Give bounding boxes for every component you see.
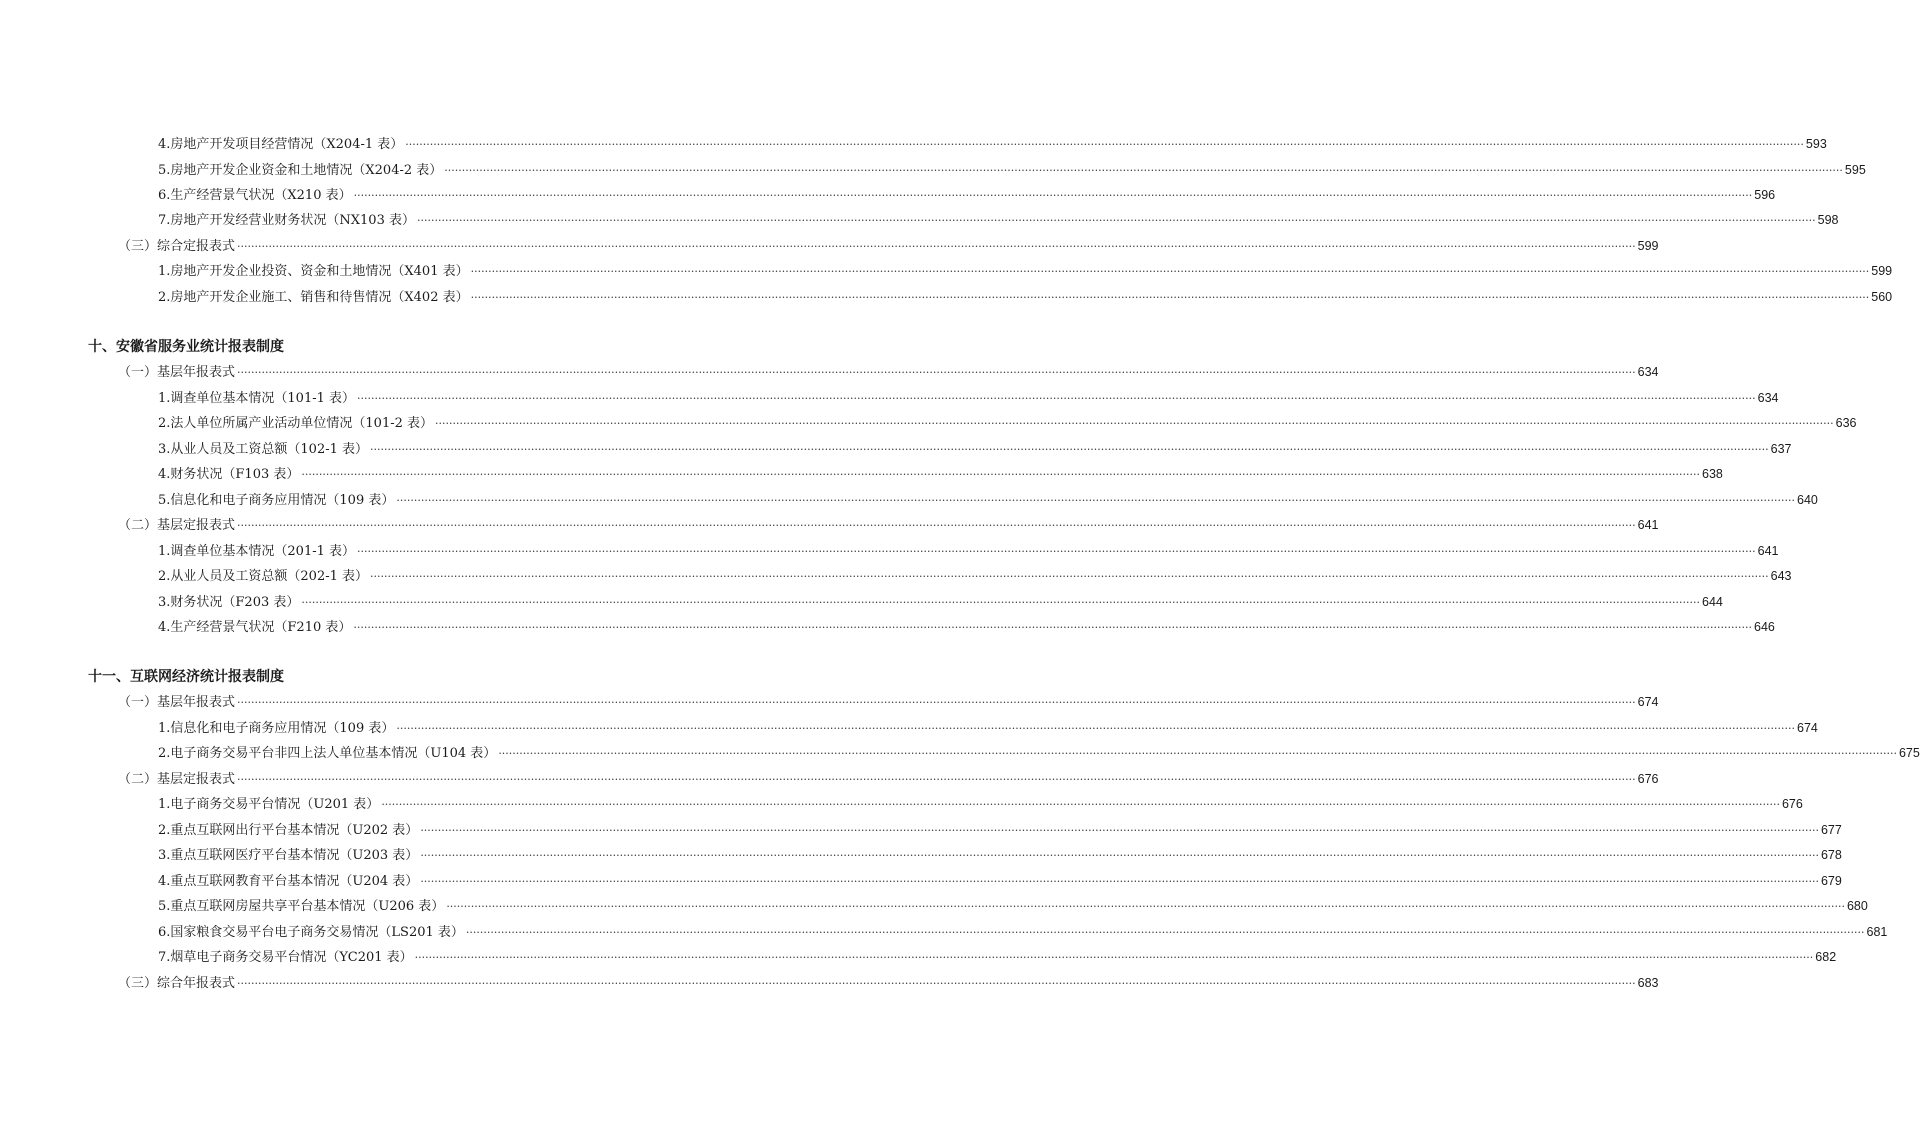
dot-leader: ················································································································································································································································································································································································································ xyxy=(414,951,1814,964)
toc-entry-title: 5.重点互联网房屋共享平台基本情况（U206 表） xyxy=(158,899,445,914)
toc-page-number: 646 xyxy=(1754,620,1775,634)
dot-leader: ················································································································································································································································································································································································································ xyxy=(237,977,1636,990)
toc-page-number: 675 xyxy=(1898,746,1920,760)
toc-page-number: 641 xyxy=(1637,518,1659,532)
toc-entry[interactable] xyxy=(158,134,1827,154)
toc-entry[interactable] xyxy=(158,261,1893,281)
toc-subsection-entry[interactable] xyxy=(118,692,1659,712)
toc-page-number: 678 xyxy=(1820,848,1842,862)
toc-entry-title: 4.重点互联网教育平台基本情况（U204 表） xyxy=(158,874,419,889)
dot-leader: ················································································································································································································································································································································································································ xyxy=(301,468,1701,481)
toc-page-number: 674 xyxy=(1797,721,1818,735)
dot-leader: ················································································································································································································································································································································································································ xyxy=(470,291,1870,304)
dot-leader: ················································································································································································································································································································································································································ xyxy=(370,443,1769,456)
toc-subsection-entry[interactable] xyxy=(118,362,1659,382)
dot-leader: ················································································································································································································································································································································································································ xyxy=(237,773,1636,786)
toc-page-number: 679 xyxy=(1820,874,1842,888)
dot-leader: ················································································································································································································································································································································································································ xyxy=(420,849,1819,862)
toc-entry-title: 3.财务状况（F203 表） xyxy=(158,595,300,610)
dot-leader: ················································································································································································································································································································································································································ xyxy=(237,519,1636,532)
toc-entry-title: 4.财务状况（F103 表） xyxy=(158,467,300,482)
toc-entry-title: 3.从业人员及工资总额（102-1 表） xyxy=(158,442,369,457)
toc-entry[interactable] xyxy=(158,490,1818,510)
toc-entry[interactable] xyxy=(158,541,1779,561)
toc-entry-title: 1.调查单位基本情况（101-1 表） xyxy=(158,391,356,406)
toc-subsection-entry[interactable] xyxy=(118,973,1659,993)
dot-leader: ················································································································································································································································································································································································································ xyxy=(353,621,1753,634)
toc-entry-title: 2.电子商务交易平台非四上法人单位基本情况（U104 表） xyxy=(158,746,497,761)
toc-entry-title: 2.重点互联网出行平台基本情况（U202 表） xyxy=(158,823,419,838)
toc-entry-title: 6.生产经营景气状况（X210 表） xyxy=(158,188,352,203)
dot-leader: ················································································································································································································································································································································································································ xyxy=(416,214,1816,227)
toc-page-number: 674 xyxy=(1637,695,1659,709)
toc-page-number: 676 xyxy=(1781,797,1803,811)
toc-entry-title: （一）基层年报表式 xyxy=(118,365,236,380)
dot-leader: ················································································································································································································································································································································································································ xyxy=(446,900,1845,913)
toc-entry-title: （三）综合年报表式 xyxy=(118,976,236,991)
dot-leader: ················································································································································································································································································································································································································ xyxy=(435,417,1834,430)
toc-page-number: 676 xyxy=(1637,772,1659,786)
toc-subsection-entry[interactable] xyxy=(118,769,1659,789)
toc-entry-title: （二）基层定报表式 xyxy=(118,772,236,787)
toc-page-number: 641 xyxy=(1757,544,1779,558)
toc-entry[interactable] xyxy=(158,820,1842,840)
toc-page-number: 598 xyxy=(1817,213,1839,227)
toc-page-number: 644 xyxy=(1702,595,1723,609)
section-heading: 十、安徽省服务业统计报表制度 xyxy=(88,339,284,355)
toc-entry-title: 5.信息化和电子商务应用情况（109 表） xyxy=(158,493,395,508)
toc-entry-title: 1.电子商务交易平台情况（U201 表） xyxy=(158,797,380,812)
dot-leader: ················································································································································································································································································································································································································ xyxy=(470,265,1870,278)
toc-page-number: 634 xyxy=(1637,365,1659,379)
toc-page-number: 677 xyxy=(1820,823,1842,837)
toc-page-number: 599 xyxy=(1871,264,1893,278)
toc-entry-title: （三）综合定报表式 xyxy=(118,239,236,254)
dot-leader: ················································································································································································································································································································································································································ xyxy=(381,798,1780,811)
toc-entry-title: 4.生产经营景气状况（F210 表） xyxy=(158,620,352,635)
toc-entry-title: 5.房地产开发企业资金和土地情况（X204-2 表） xyxy=(158,163,443,178)
toc-entry[interactable] xyxy=(158,287,1893,307)
toc-entry[interactable] xyxy=(158,947,1837,967)
toc-page-number: 643 xyxy=(1770,569,1792,583)
toc-entry-title: （二）基层定报表式 xyxy=(118,518,236,533)
section-heading: 十一、互联网经济统计报表制度 xyxy=(88,669,284,685)
dot-leader: ················································································································································································································································································································································································································ xyxy=(370,570,1769,583)
toc-page-number: 638 xyxy=(1702,467,1723,481)
toc-entry-title: 7.房地产开发经营业财务状况（NX103 表） xyxy=(158,213,415,228)
toc-subsection-entry[interactable] xyxy=(118,515,1659,535)
toc-page-number: 680 xyxy=(1846,899,1868,913)
dot-leader: ················································································································································································································································································································································································································ xyxy=(465,926,1865,939)
toc-page-number: 683 xyxy=(1637,976,1659,990)
toc-page-number: 593 xyxy=(1805,137,1827,151)
toc-entry[interactable] xyxy=(158,160,1866,180)
dot-leader: ················································································································································································································································································································································································································ xyxy=(357,392,1756,405)
dot-leader: ················································································································································································································································································································································································································ xyxy=(420,875,1819,888)
toc-entry-title: 2.房地产开发企业施工、销售和待售情况（X402 表） xyxy=(158,290,469,305)
toc-entry-title: 2.法人单位所属产业活动单位情况（101-2 表） xyxy=(158,416,434,431)
toc-entry-title: 1.信息化和电子商务应用情况（109 表） xyxy=(158,721,395,736)
toc-entry[interactable] xyxy=(158,413,1857,433)
toc-entry-title: 4.房地产开发项目经营情况（X204-1 表） xyxy=(158,137,404,152)
toc-entry[interactable] xyxy=(158,896,1868,916)
toc-entry-title: 1.房地产开发企业投资、资金和土地情况（X401 表） xyxy=(158,264,469,279)
toc-entry-title: 3.重点互联网医疗平台基本情况（U203 表） xyxy=(158,848,419,863)
toc-entry[interactable] xyxy=(158,718,1818,738)
dot-leader: ················································································································································································································································································································································································································ xyxy=(405,138,1804,151)
dot-leader: ················································································································································································································································································································································································································ xyxy=(237,696,1636,709)
toc-page-number: 599 xyxy=(1637,239,1659,253)
toc-entry-title: 2.从业人员及工资总额（202-1 表） xyxy=(158,569,369,584)
toc-entry[interactable] xyxy=(158,845,1842,865)
toc-entry[interactable] xyxy=(158,592,1723,612)
toc-entry-title: （一）基层年报表式 xyxy=(118,695,236,710)
toc-page-number: 637 xyxy=(1770,442,1792,456)
toc-page-number: 640 xyxy=(1797,493,1818,507)
toc-entry[interactable] xyxy=(158,566,1792,586)
toc-entry[interactable] xyxy=(158,794,1803,814)
dot-leader: ················································································································································································································································································································································································································ xyxy=(301,596,1701,609)
dot-leader: ················································································································································································································································································································································································································ xyxy=(396,722,1795,735)
dot-leader: ················································································································································································································································································································································································································ xyxy=(237,366,1636,379)
toc-entry[interactable] xyxy=(158,617,1775,637)
toc-page-number: 634 xyxy=(1757,391,1779,405)
toc-entry-title: 7.烟草电子商务交易平台情况（YC201 表） xyxy=(158,950,413,965)
toc-entry[interactable] xyxy=(158,439,1792,459)
toc-entry[interactable] xyxy=(158,464,1723,484)
toc-entry[interactable] xyxy=(158,185,1776,205)
toc-entry[interactable] xyxy=(158,922,1888,942)
dot-leader: ················································································································································································································································································································································································································ xyxy=(396,494,1795,507)
dot-leader: ················································································································································································································································································································································································································ xyxy=(237,240,1636,253)
toc-entry-title: 6.国家粮食交易平台电子商务交易情况（LS201 表） xyxy=(158,925,464,940)
toc-entry[interactable] xyxy=(158,388,1779,408)
toc-page-number: 681 xyxy=(1866,925,1888,939)
dot-leader: ················································································································································································································································································································································································································ xyxy=(498,747,1897,760)
dot-leader: ················································································································································································································································································································································································································ xyxy=(357,545,1756,558)
toc-page-number: 596 xyxy=(1754,188,1776,202)
toc-entry[interactable] xyxy=(158,210,1839,230)
toc-subsection-entry[interactable] xyxy=(118,236,1659,256)
toc-entry[interactable] xyxy=(158,871,1842,891)
toc-page-number: 595 xyxy=(1844,163,1866,177)
dot-leader: ················································································································································································································································································································································································································ xyxy=(420,824,1819,837)
toc-entry-title: 1.调查单位基本情况（201-1 表） xyxy=(158,544,356,559)
toc-entry[interactable] xyxy=(158,743,1920,763)
toc-page-number: 560 xyxy=(1871,290,1893,304)
dot-leader: ················································································································································································································································································································································································································ xyxy=(444,164,1843,177)
toc-page-number: 682 xyxy=(1815,950,1837,964)
dot-leader: ················································································································································································································································································································································································································ xyxy=(353,189,1753,202)
toc-page-number: 636 xyxy=(1835,416,1857,430)
